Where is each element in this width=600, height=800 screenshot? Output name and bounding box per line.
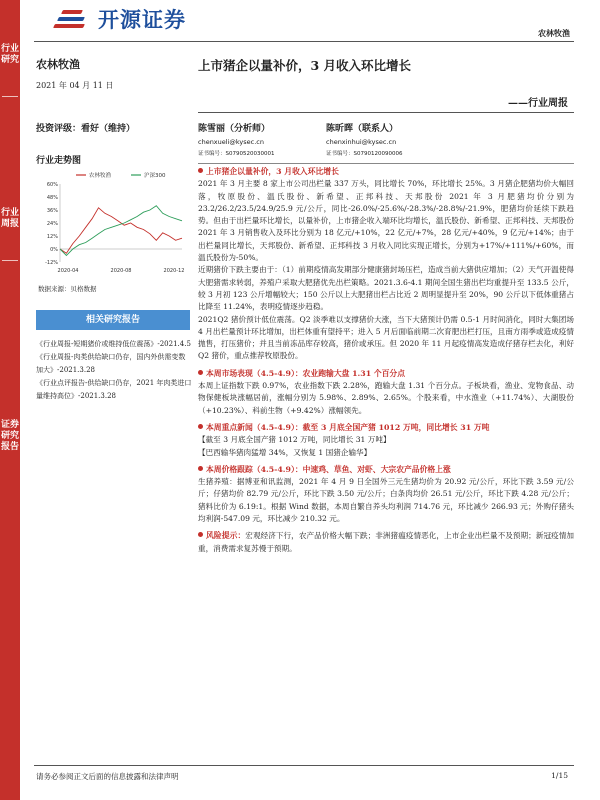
related-report-item[interactable]: 《行业周报-肉类供给缺口仍存，国内外供需变数加大》-2021.3.28 (36, 353, 186, 374)
news-item: 【截至 3 月底全国产猪 1012 万吨，同比增长 31 万吨】 (198, 435, 391, 445)
x-tick-label: 2020-04 (57, 268, 79, 274)
analyst-card (198, 121, 328, 157)
analyst-divider (198, 163, 574, 164)
page-number: 1/15 (551, 771, 568, 780)
contact-cert: 证书编号：S0790120090006 (326, 151, 403, 157)
y-tick-label: -12% (45, 260, 58, 266)
paragraph: 近期猪价下跌主要由于：（1）前期疫情高发期部分健康猪封场压栏，造成当前大猪供应增加；（2）天气开温使得大肥猪需求转弱，养殖户采取大肥猪优先出栏策略。2021.3.6-4.1 期间全国生猪出栏均重提升至 133.5 公斤，较 3 月初 123 公斤增幅较大；150 公斤以上大肥猪出栏占比近 2 周明显提升至 20%，90 公斤以下低体重猪占比降至 11.24%，表明疫情逐步趋稳。 (198, 265, 574, 312)
title-divider (198, 112, 574, 113)
y-tick-label: 60% (46, 182, 58, 188)
x-tick-label: 2020-12 (163, 268, 185, 274)
legend-label: 沪深300 (144, 173, 166, 179)
section-heading: 上市猪企以量补价，3 月收入环比增长 (198, 166, 574, 178)
chart-source: 数据来源：贝格数据 (38, 285, 97, 293)
bullet-icon (198, 424, 203, 429)
industry-name: 农林牧渔 (36, 58, 80, 71)
related-reports-list (36, 338, 192, 403)
bullet-icon (198, 168, 203, 173)
x-tick-label: 2020-08 (110, 268, 132, 274)
report-date: 2021 年 04 月 11 日 (36, 81, 114, 90)
bullet-icon (198, 466, 203, 471)
sidebar-label-research: 行业研究 (0, 44, 19, 65)
sidebar-divider (2, 260, 18, 261)
y-tick-label: 24% (46, 221, 58, 227)
investment-rating: 投资评级：看好（维持） (36, 124, 136, 134)
sidebar-label-weekly: 行业周报 (0, 208, 19, 229)
y-tick-label: 12% (46, 234, 58, 240)
y-tick-label: 48% (46, 195, 58, 201)
analyst-cert: 证书编号：S0790520030001 (198, 151, 275, 157)
paragraph: 2021Q2 猪价预计低位震荡。Q2 淡季难以支撑猪价大涨，当下大猪预计仍需 0.5-1 月时间消化，同时大集团场 4 月出栏量预计环比增加，出栏体重有望持平；进入 5 月后面临前期二次育肥出栏打压，且南方雨季或造成疫情抛售，打压猪价；并且当前冻品库存较高，猪价或承压。但 2020 年 11 月起疫情高发造成仔猪存栏去化，利好 Q2 猪价，重点推荐牧原股份。 (198, 314, 574, 361)
header-industry-tag: 农林牧渔 (538, 28, 570, 38)
sidebar-divider (2, 96, 18, 97)
trend-chart-title: 行业走势图 (36, 156, 82, 166)
header-divider (34, 41, 574, 42)
news-item: 【巴西输华猪肉猛增 34%，又恢复 1 国猪企输华】 (198, 447, 372, 457)
related-report-item[interactable]: 《行业点评报告-供给缺口仍存，2021 年肉类进口量维持高位》-2021.3.28 (36, 379, 192, 400)
sidebar-label-securities: 证券研究报告 (0, 420, 19, 452)
logo-mark-icon (54, 8, 92, 30)
footer-disclaimer: 请务必参阅正文后面的信息披露和法律声明 (36, 772, 179, 781)
series-line (60, 206, 182, 256)
trend-chart-svg (36, 170, 186, 280)
contact-name: 陈昕晖（联系人） (326, 124, 399, 134)
contact-email[interactable]: chenxinhui@kysec.cn (326, 138, 397, 146)
contact-card (326, 121, 456, 157)
company-logo (54, 4, 186, 34)
footer-divider (34, 765, 574, 766)
section-heading: 本周重点新闻（4.5-4.9）：截至 3 月底全国产猪 1012 万吨，同比增长 31 万吨 (198, 422, 574, 434)
paragraph: 本周上证指数下跌 0.97%，农业指数下跌 2.28%，跑输大盘 1.31 个百分点。子板块看，渔业、宠物食品、动物保健板块涨幅居前，涨幅分别为 5.98%、2.89%、2.65%。个股来看，中水渔业（+11.74%）、大湖股份（+10.23%）、科前生物（+9.42%）涨幅领先。 (198, 381, 574, 415)
trend-chart (36, 170, 186, 274)
section-heading: 本周市场表现（4.5-4.9）：农业跑输大盘 1.31 个百分点 (198, 368, 574, 380)
logo-text: 开源证券 (98, 8, 186, 32)
analyst-name: 陈雪丽（分析师） (198, 124, 271, 134)
paragraph: 2021 年 3 月主要 8 家上市公司出栏量 337 万头，同比增长 70%，环比增长 25%。3 月猪企肥猪均价大幅回落，牧原股份、温氏股份、新希望、正邦科技、天邦股份 2021 年 3 月肥猪均价分别为 23.2/26.2/23.5/24.9/25.9 元/公斤，同比-26.0%/-25.6%/-28.3%/-28.8%/-21.9%，肥猪均价延续下跌趋势。但由于出栏量环比增长，以量补价，上市猪企收入端环比均增长，温氏股份、新希望、正邦科技、天邦股份 2021 年 3 月销售收入及环比分别为 18 亿元/+10%，22 亿元/+7%，28 亿元/+40%，9 亿元/+14%；由于出栏量同比增长，天邦股份、新希望、正邦科技 3 月收入同比实现正增长，分别为+17%/+111%/+60%，而温氏股份为-50%。 (198, 179, 574, 263)
left-sidebar-strip (0, 0, 20, 800)
series-line (60, 208, 182, 254)
report-subtitle: ——行业周报 (508, 98, 568, 109)
related-report-item[interactable]: 《行业周报-短期猪价或维持低位震荡》-2021.4.5 (36, 340, 191, 348)
y-tick-label: 0% (50, 247, 58, 253)
section-heading: 本周价格跟踪（4.5-4.9）：中速鸡、草鱼、对虾、大宗农产品价格上涨 (198, 464, 574, 476)
legend-label: 农林牧渔 (89, 173, 112, 179)
analyst-email[interactable]: chenxueli@kysec.cn (198, 138, 264, 146)
paragraph: 生猪养殖：据博亚和讯监测，2021 年 4 月 9 日全国外三元生猪均价为 20.92 元/公斤，环比下跌 3.59 元/公斤；仔猪均价 82.79 元/公斤，环比下跌 3.50 元/公斤；白条肉均价 26.51 元/公斤，环比下跌 4.28 元/公斤；猪料比价为 6.19:1。根据 Wind 数据，本周自繁自养头均利润 714.76 元，环比减少 266.93 元；外购仔猪头均利润-547.09 元，环比减少 210.32 元。 (198, 477, 574, 524)
related-reports-header: 相关研究报告 (36, 310, 190, 330)
report-body (198, 166, 574, 555)
y-tick-label: 36% (46, 208, 58, 214)
risk-warning: 风险提示：宏观经济下行，农产品价格大幅下跌；非洲猪瘟疫情恶化，上市企业出栏量不及预期；新冠疫情加重，消费需求复苏慢于预期。 (198, 531, 574, 553)
bullet-icon (198, 532, 203, 537)
bullet-icon (198, 370, 203, 375)
report-title: 上市猪企以量补价，3 月收入环比增长 (198, 58, 412, 73)
